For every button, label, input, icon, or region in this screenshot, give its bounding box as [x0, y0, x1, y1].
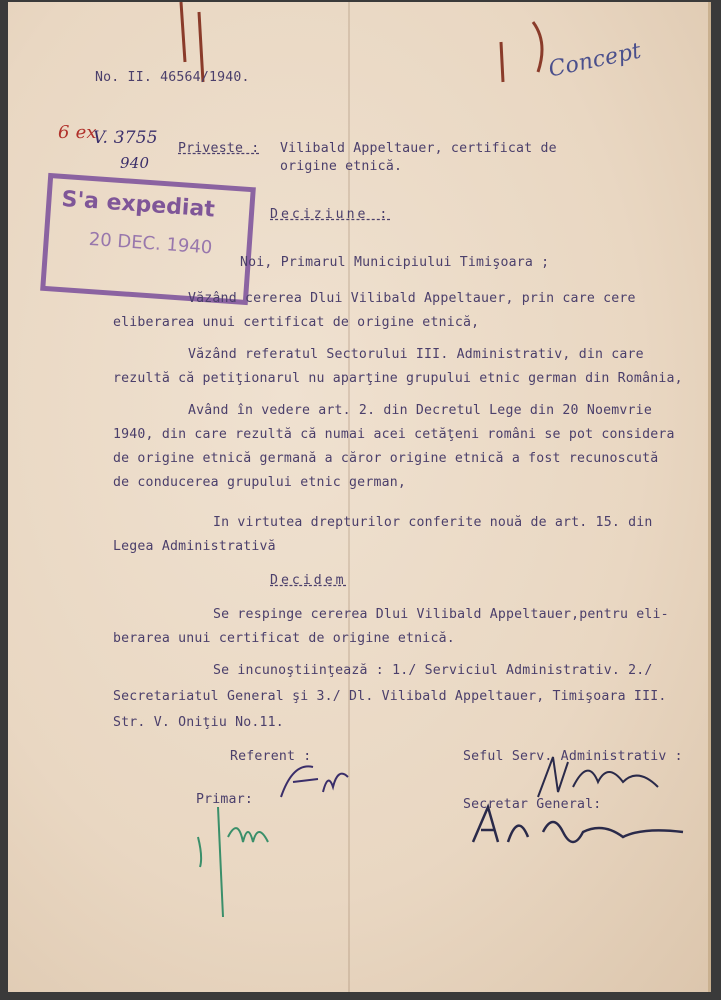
margin-note-year: 940: [120, 154, 150, 172]
expedited-stamp: [40, 173, 256, 305]
decision-line: berarea unui certificat de origine etnică.: [113, 631, 455, 646]
priveste-text-1: Vilibald Appeltauer, certificat de: [280, 141, 557, 156]
deciziune-title: Deciziune :: [270, 207, 391, 222]
referent-label: Referent :: [230, 749, 312, 764]
concept-note: Concept: [546, 38, 644, 83]
priveste-label: Priveste :: [178, 141, 260, 156]
secretar-signature: [463, 802, 703, 862]
margin-note-ex: 6 ex: [58, 122, 97, 143]
body-line: de conducerea grupului etnic german,: [113, 475, 407, 490]
decision-line: Se incunoştiinţează : 1./ Serviciul Administrativ. 2./: [213, 663, 653, 678]
priveste-text-2: origine etnică.: [280, 159, 403, 174]
decision-line: Secretariatul General şi 3./ Dl. Vilibald Appeltauer, Timişoara III.: [113, 689, 667, 704]
body-line: Văzând referatul Sectorului III. Administrativ, din care: [188, 347, 644, 362]
body-line: Având în vedere art. 2. din Decretul Lege din 20 Noemvrie: [188, 403, 652, 418]
decision-line: Se respinge cererea Dlui Vilibald Appeltauer,pentru eli-: [213, 607, 669, 622]
body-line: Noi, Primarul Municipiului Timişoara ;: [240, 255, 550, 270]
decidem-title: Decidem: [270, 573, 347, 588]
body-line: In virtutea drepturilor conferite nouă de art. 15. din: [213, 515, 653, 530]
body-line: de origine etnică germană a căror origine etnică a fost recunoscută: [113, 451, 659, 466]
document-number: No. II. 46564/1940.: [95, 70, 250, 85]
secretar-label: Secretar General:: [463, 797, 602, 812]
body-line: Legea Administrativă: [113, 539, 276, 554]
body-line: rezultă că petiţionarul nu aparţine grupului etnic german din România,: [113, 371, 683, 386]
body-line: eliberarea unui certificat de origine etnică,: [113, 315, 480, 330]
primar-signature: [188, 797, 288, 927]
stamp-title: S'a expediat: [60, 186, 216, 223]
stamp-date: 20 DEC. 1940: [88, 228, 213, 259]
ink-marks-right: [493, 2, 553, 92]
body-line: 1940, din care rezultă că numai acei cetăţeni români se pot considera: [113, 427, 675, 442]
margin-note-number: V. 3755: [93, 128, 158, 148]
decision-line: Str. V. Oniţiu No.11.: [113, 715, 284, 730]
sef-label: Seful Serv. Administrativ :: [463, 749, 683, 764]
body-line: Văzând cererea Dlui Vilibald Appeltauer, prin care cere: [188, 291, 636, 306]
document-page: [8, 2, 711, 992]
primar-label: Primar:: [196, 792, 253, 807]
sef-signature: [528, 747, 688, 807]
